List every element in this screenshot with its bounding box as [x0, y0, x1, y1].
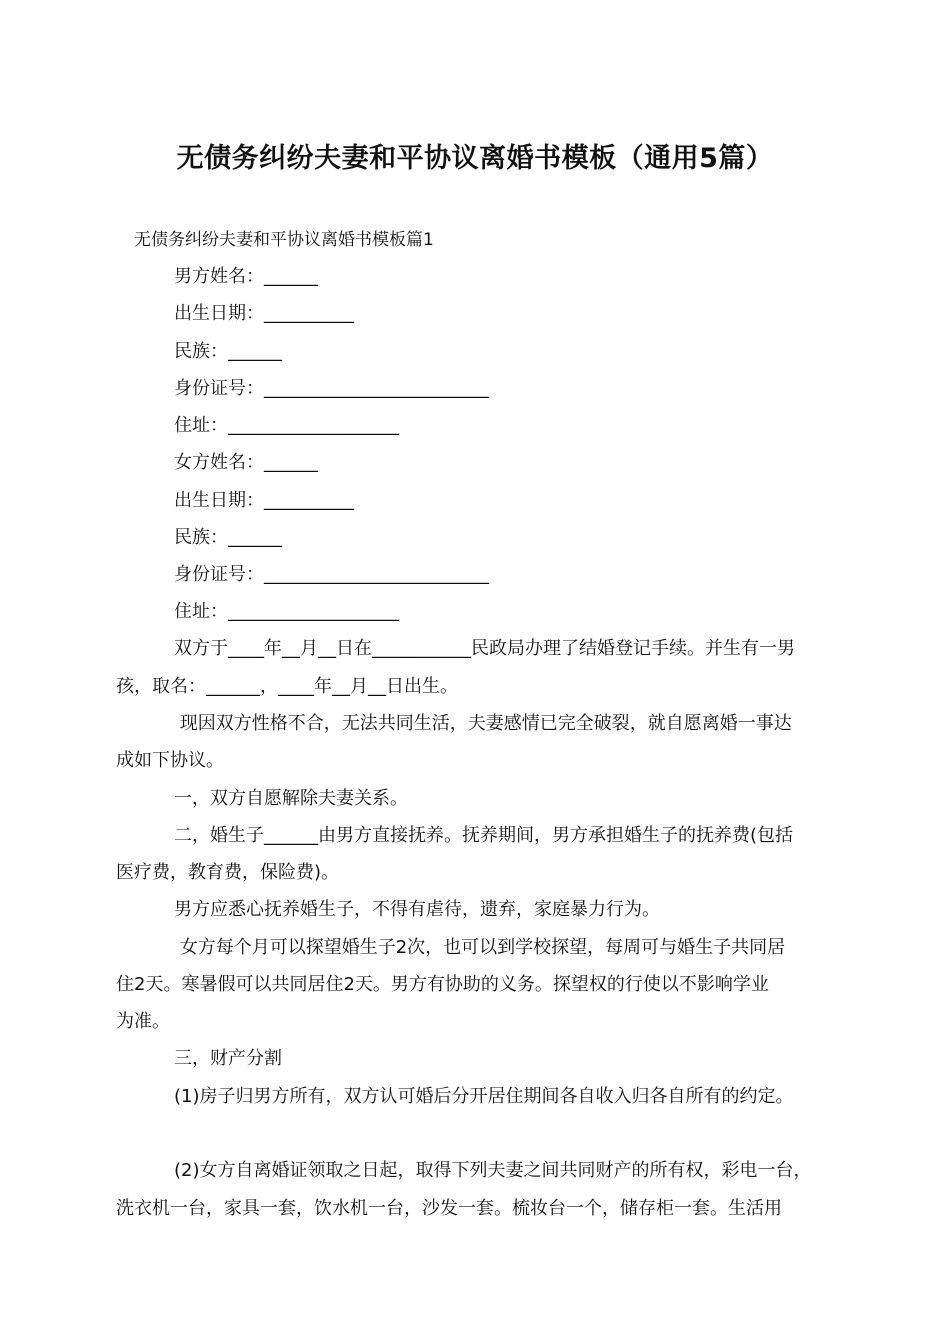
paragraph-line: 成如下协议。 — [116, 750, 224, 771]
paragraph-line: 女方每个月可以探望婚生子2次，也可以到学校探望，每周可与婚生子共同居 — [174, 937, 786, 958]
paragraph-line: (1)房子归男方所有，双方认可婚后分开居住期间各自收入归各自所有的约定。 — [174, 1086, 794, 1107]
field-male-name: 男方姓名：______ — [174, 266, 318, 287]
field-male-ethnicity: 民族：______ — [174, 341, 282, 362]
paragraph-line: 洗衣机一台，家具一套，饮水机一台，沙发一套。梳妆台一个，储存柜一套。生活用 — [116, 1198, 782, 1219]
paragraph-line: 为准。 — [116, 1011, 170, 1032]
paragraph-line: 三，财产分割 — [174, 1048, 282, 1069]
paragraph-line: 住2天。寒暑假可以共同居住2天。男方有协助的义务。探望权的行使以不影响学业 — [116, 974, 769, 995]
paragraph-line: (2)女方自离婚证领取之日起，取得下列夫妻之间共同财产的所有权，彩电一台， — [174, 1160, 812, 1181]
field-male-address: 住址：___________________ — [174, 415, 399, 436]
paragraph-line: 医疗费，教育费，保险费)。 — [116, 862, 340, 883]
field-male-id-number: 身份证号：_________________________ — [174, 378, 489, 399]
field-male-birthdate: 出生日期：__________ — [174, 303, 354, 324]
paragraph-line: 男方应悉心抚养婚生子，不得有虐待，遗弃，家庭暴力行为。 — [174, 899, 660, 920]
field-female-id-number: 身份证号：_________________________ — [174, 564, 489, 585]
field-female-address: 住址：___________________ — [174, 601, 399, 622]
paragraph-line: 双方于____年__月__日在___________民政局办理了结婚登记手续。并生有一男 — [174, 638, 795, 659]
paragraph-line: 现因双方性格不合，无法共同生活，夫妻感情已完全破裂，就自愿离婚一事达 — [174, 713, 792, 734]
document-title: 无债务纠纷夫妻和平协议离婚书模板（通用5篇） — [176, 143, 774, 174]
paragraph-line: 孩，取名：______，____年__月__日出生。 — [116, 676, 458, 697]
field-female-birthdate: 出生日期：__________ — [174, 490, 354, 511]
paragraph-line: 一，双方自愿解除夫妻关系。 — [174, 788, 408, 809]
section-heading: 无债务纠纷夫妻和平协议离婚书模板篇1 — [134, 230, 434, 250]
paragraph-line: 二，婚生子______由男方直接抚养。抚养期间，男方承担婚生子的抚养费(包括 — [174, 825, 794, 846]
field-female-name: 女方姓名：______ — [174, 452, 318, 473]
field-female-ethnicity: 民族：______ — [174, 527, 282, 548]
